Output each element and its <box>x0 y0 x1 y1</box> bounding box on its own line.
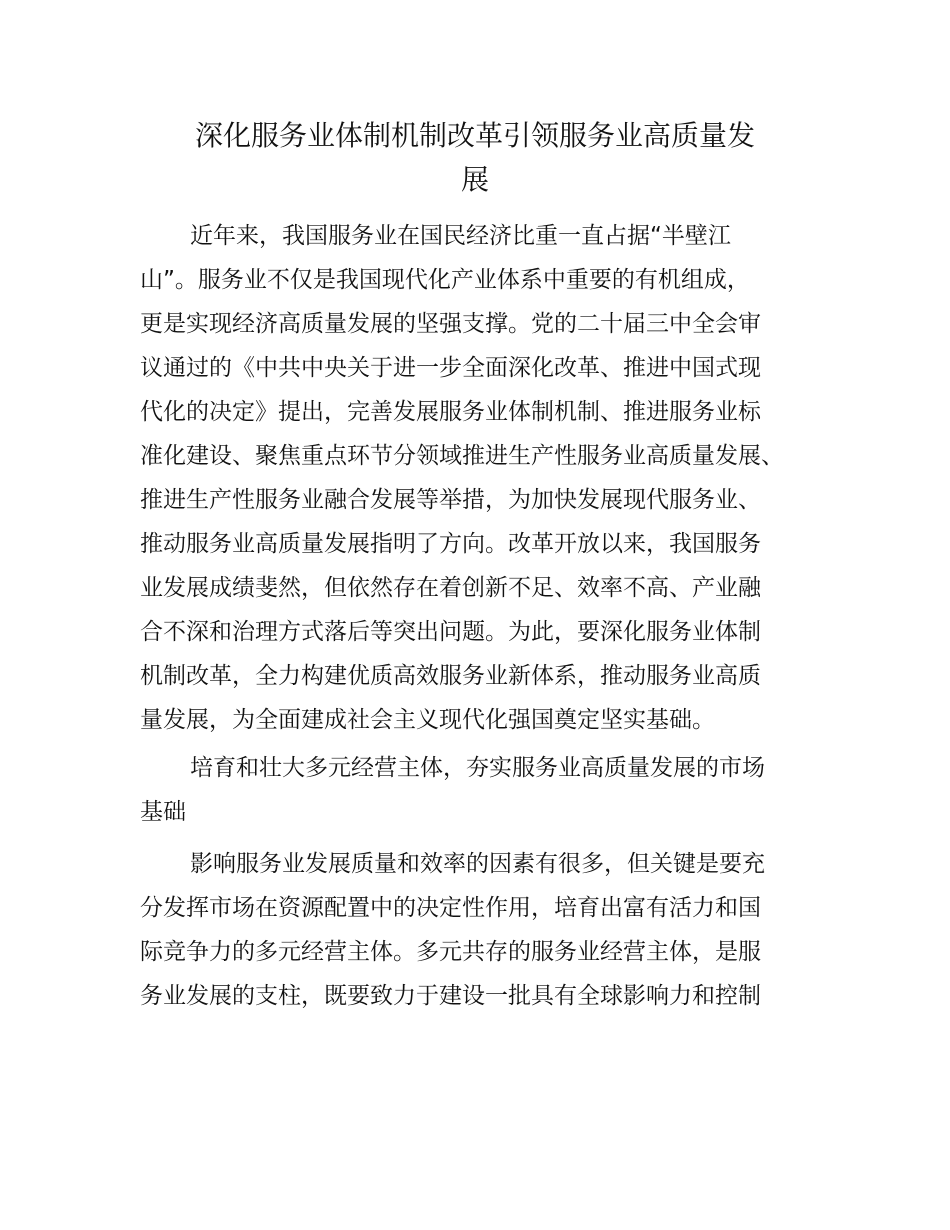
paragraph-1-line-8: 推动服务业高质量发展指明了方向。改革开放以来，我国服务 <box>140 531 761 557</box>
paragraph-1-line-2: 山”。服务业不仅是我国现代化产业体系中重要的有机组成， <box>140 267 750 293</box>
paragraph-1-line-1: 近年来，我国服务业在国民经济比重一直占据“半壁江 <box>190 223 731 249</box>
paragraph-3-line-2: 分发挥市场在资源配置中的决定性作用，培育出富有活力和国 <box>140 895 761 921</box>
paragraph-1-line-5: 代化的决定》提出，完善发展服务业体制机制、推进服务业标 <box>140 399 761 425</box>
paragraph-3-line-4: 务业发展的支柱，既要致力于建设一批具有全球影响力和控制 <box>140 983 761 1009</box>
paragraph-1-line-11: 机制改革，全力构建优质高效服务业新体系，推动服务业高质 <box>140 663 761 689</box>
paragraph-1-line-3: 更是实现经济高质量发展的坚强支撑。党的二十届三中全会审 <box>140 311 761 337</box>
paragraph-1-line-12: 量发展，为全面建成社会主义现代化强国奠定坚实基础。 <box>140 707 715 733</box>
paragraph-1-line-10: 合不深和治理方式落后等突出问题。为此，要深化服务业体制 <box>140 619 761 645</box>
section-heading-line-1: 培育和壮大多元经营主体，夯实服务业高质量发展的市场 <box>190 755 765 781</box>
section-heading-line-2: 基础 <box>140 799 186 825</box>
paragraph-1-line-6: 准化建设、聚焦重点环节分领域推进生产性服务业高质量发展、 <box>140 443 784 469</box>
paragraph-1-line-7: 推进生产性服务业融合发展等举措，为加快发展现代服务业、 <box>140 487 761 513</box>
paragraph-3-line-3: 际竞争力的多元经营主体。多元共存的服务业经营主体，是服 <box>140 939 761 965</box>
paragraph-3-line-1: 影响服务业发展质量和效率的因素有很多，但关键是要充 <box>190 851 765 877</box>
document-title: 深化服务业体制机制改革引领服务业高质量发 <box>194 119 755 152</box>
paragraph-1-line-4: 议通过的《中共中央关于进一步全面深化改革、推进中国式现 <box>140 355 761 381</box>
document-title-continued: 展 <box>460 163 489 196</box>
paragraph-1-line-9: 业发展成绩斐然，但依然存在着创新不足、效率不高、产业融 <box>140 575 761 601</box>
